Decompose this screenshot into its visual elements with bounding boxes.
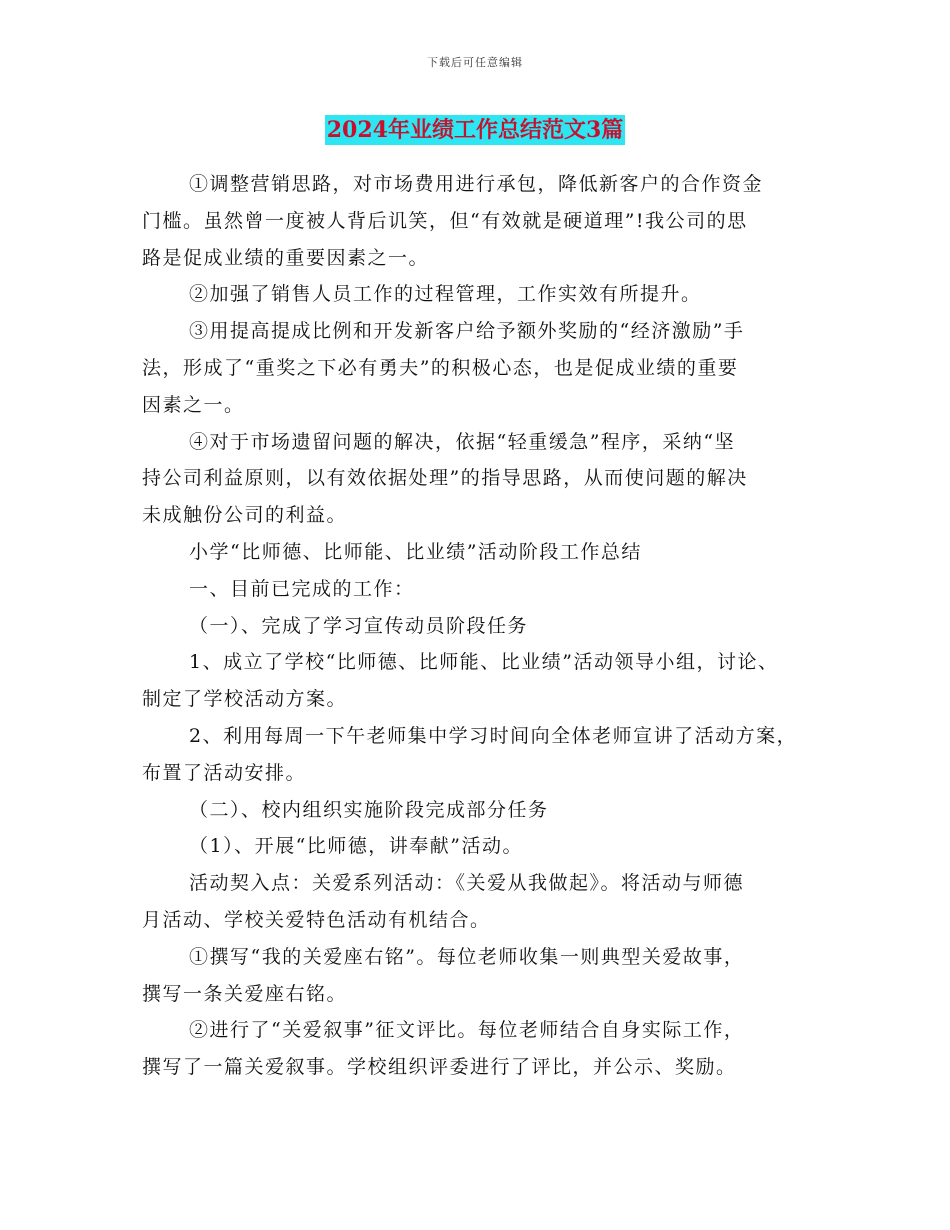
paragraph: ③用提高提成比例和开发新客户给予额外奖励的“经济激励”手 法，形成了“重奖之下必有勇夫”的积极心态，也是促成业绩的重要 因素之一。 <box>142 320 745 416</box>
paragraph: ①撰写“我的关爱座右铭”。每位老师收集一则典型关爱故事， 撰写一条关爱座右铭。 <box>142 945 745 1005</box>
subsection-heading: （一）、完成了学习宣传动员阶段任务 <box>189 614 529 637</box>
paragraph: 1、成立了学校“比师德、比师能、比业绩”活动领导小组，讨论、 制定了学校活动方案。 <box>142 651 779 711</box>
section-heading: 一、目前已完成的工作： <box>189 577 415 600</box>
document-body <box>142 166 832 1086</box>
paragraph: ④对于市场遗留问题的解决，依据“轻重缓急”程序，采纳“坚 持公司利益原则，以有效依据处理”的指导思路，从而使问题的解决 未成触份公司的利益。 <box>142 430 748 527</box>
document-title: 2024年业绩工作总结范文3篇 <box>326 117 624 143</box>
paragraph: ②加强了销售人员工作的过程管理，工作实效有所提升。 <box>189 283 702 306</box>
subsection-heading: （二）、校内组织实施阶段完成部分任务 <box>189 798 549 821</box>
subsection-heading: （1）、开展“比师德，讲奉献”活动。 <box>189 835 524 858</box>
title-container <box>0 115 950 145</box>
paragraph: ②进行了“关爱叙事”征文评比。每位老师结合自身实际工作， 撰写了一篇关爱叙事。学校组织评委进行了评比，并公示、奖励。 <box>142 1019 745 1079</box>
paragraph: 2、利用每周一下午老师集中学习时间向全体老师宣讲了活动方案， 布置了活动安排。 <box>142 724 798 784</box>
paragraph: 活动契入点：关爱系列活动：《关爱从我做起》。将活动与师德 月活动、学校关爱特色活动有机结合。 <box>142 872 745 931</box>
header-note: 下载后可任意编辑 <box>427 56 523 69</box>
section-heading: 小学“比师德、比师能、比业绩”活动阶段工作总结 <box>189 540 642 563</box>
paragraph: ①调整营销思路，对市场费用进行承包，降低新客户的合作资金 门槛。虽然曾一度被人背后讥笑，但“有效就是硬道理”!我公司的思 路是促成业绩的重要因素之一。 <box>142 173 764 269</box>
